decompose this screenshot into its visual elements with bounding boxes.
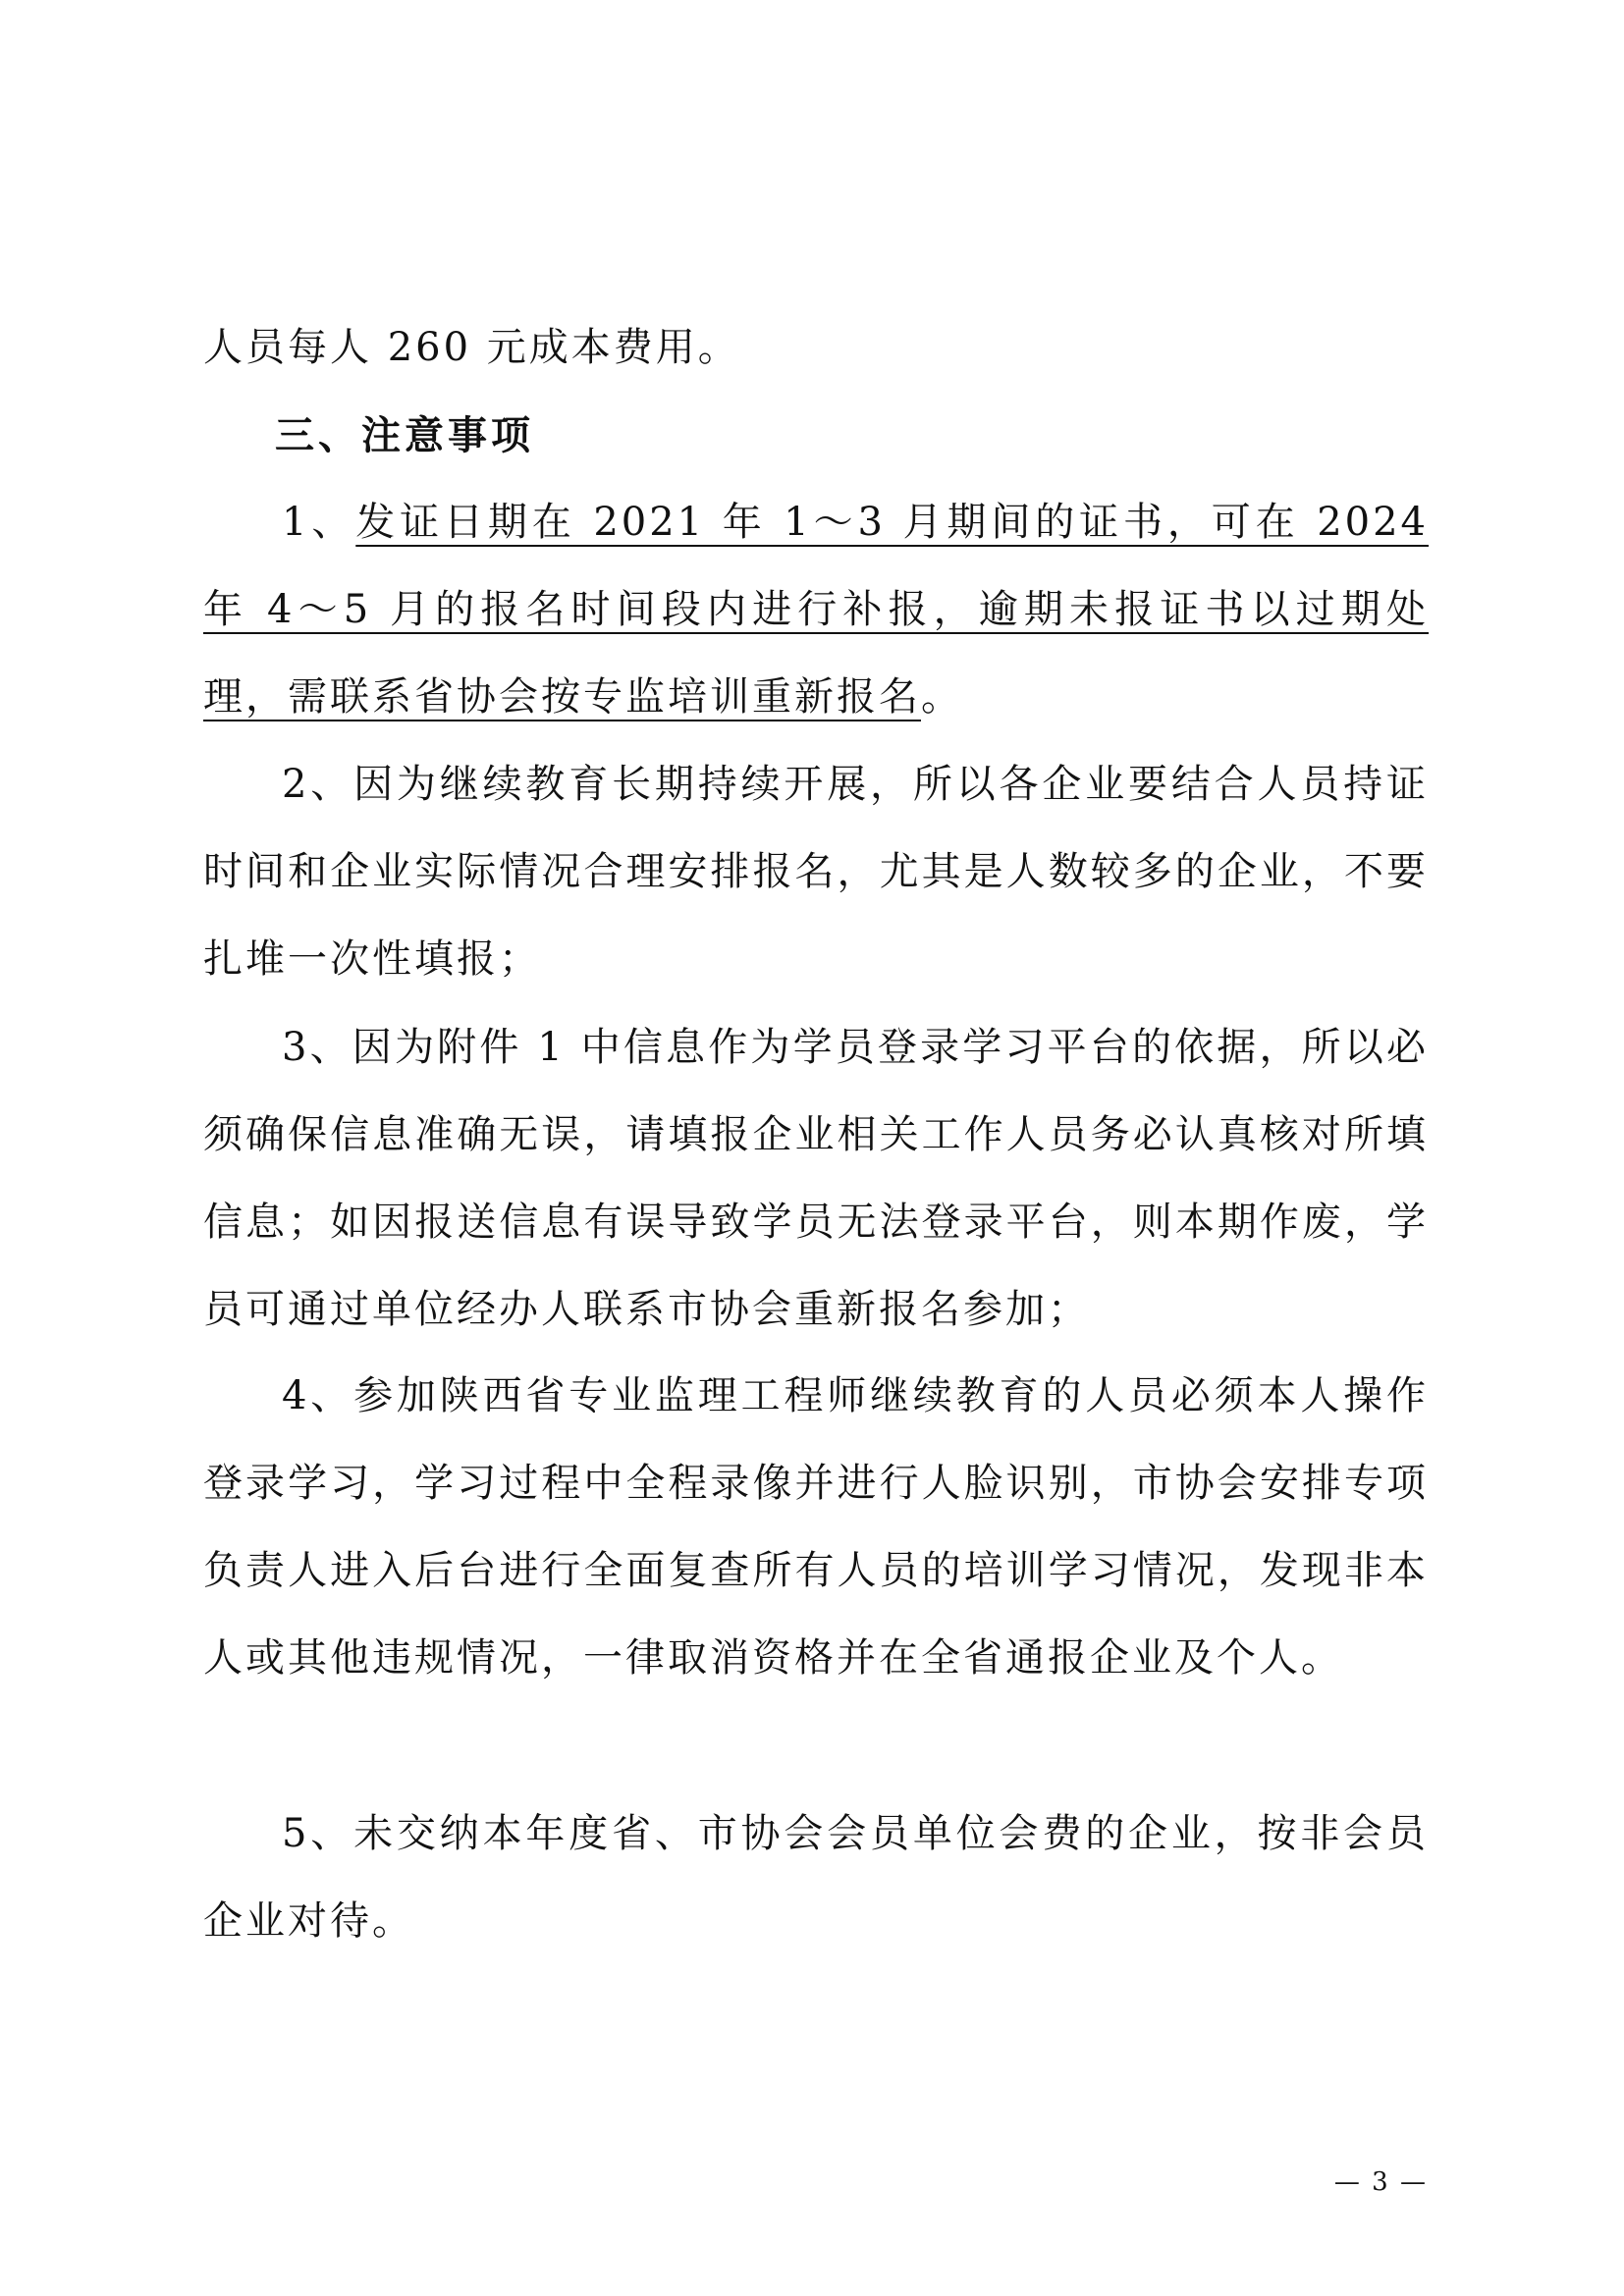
notice-item-3-text: 3、因为附件 1 中信息作为学员登录学习平台的依据，所以必须确保信息准确无误，请填报企业相关工作人员务必认真核对所填信息；如因报送信息有误导致学员无法登录平台，则本期作废，学员可通过单位经办人联系市协会重新报名参加； xyxy=(203,1025,1429,1332)
notice-item-4 xyxy=(203,1353,1429,1702)
notice-item-1 xyxy=(203,479,1429,741)
notice-item-5-text: 5、未交纳本年度省、市协会会员单位会费的企业，按非会员企业对待。 xyxy=(203,1811,1429,1944)
notice-item-3 xyxy=(203,1004,1429,1354)
notice-item-4-text: 4、参加陕西省专业监理工程师继续教育的人员必须本人操作登录学习，学习过程中全程录像并进行人脸识别，市协会安排专项负责人进入后台进行全面复查所有人员的培训学习情况，发现非本人或其他违规情况，一律取消资格并在全省通报企业及个人。 xyxy=(203,1373,1429,1681)
intro-text: 人员每人 260 元成本费用。 xyxy=(203,325,740,370)
notice-item-1-prefix: 1、 xyxy=(282,500,356,545)
page-number: — 3 — xyxy=(1333,2167,1428,2197)
notice-item-2 xyxy=(203,741,1429,1003)
section-heading xyxy=(275,393,1500,480)
section-heading-text: 三、注意事项 xyxy=(275,413,534,458)
notice-item-1-suffix: 。 xyxy=(921,674,963,720)
notice-item-5 xyxy=(203,1790,1429,1965)
intro-paragraph xyxy=(203,304,1429,392)
notice-item-2-text: 2、因为继续教育长期持续开展，所以各企业要结合人员持证时间和企业实际情况合理安排报名，尤其是人数较多的企业，不要扎堆一次性填报； xyxy=(203,762,1429,982)
notice-item-1-underlined-text: 发证日期在 2021 年 1～3 月期间的证书，可在 2024 年 4～5 月的报名时间段内进行补报，逾期未报证书以过期处理，需联系省协会按专监培训重新报名 xyxy=(203,500,1429,720)
